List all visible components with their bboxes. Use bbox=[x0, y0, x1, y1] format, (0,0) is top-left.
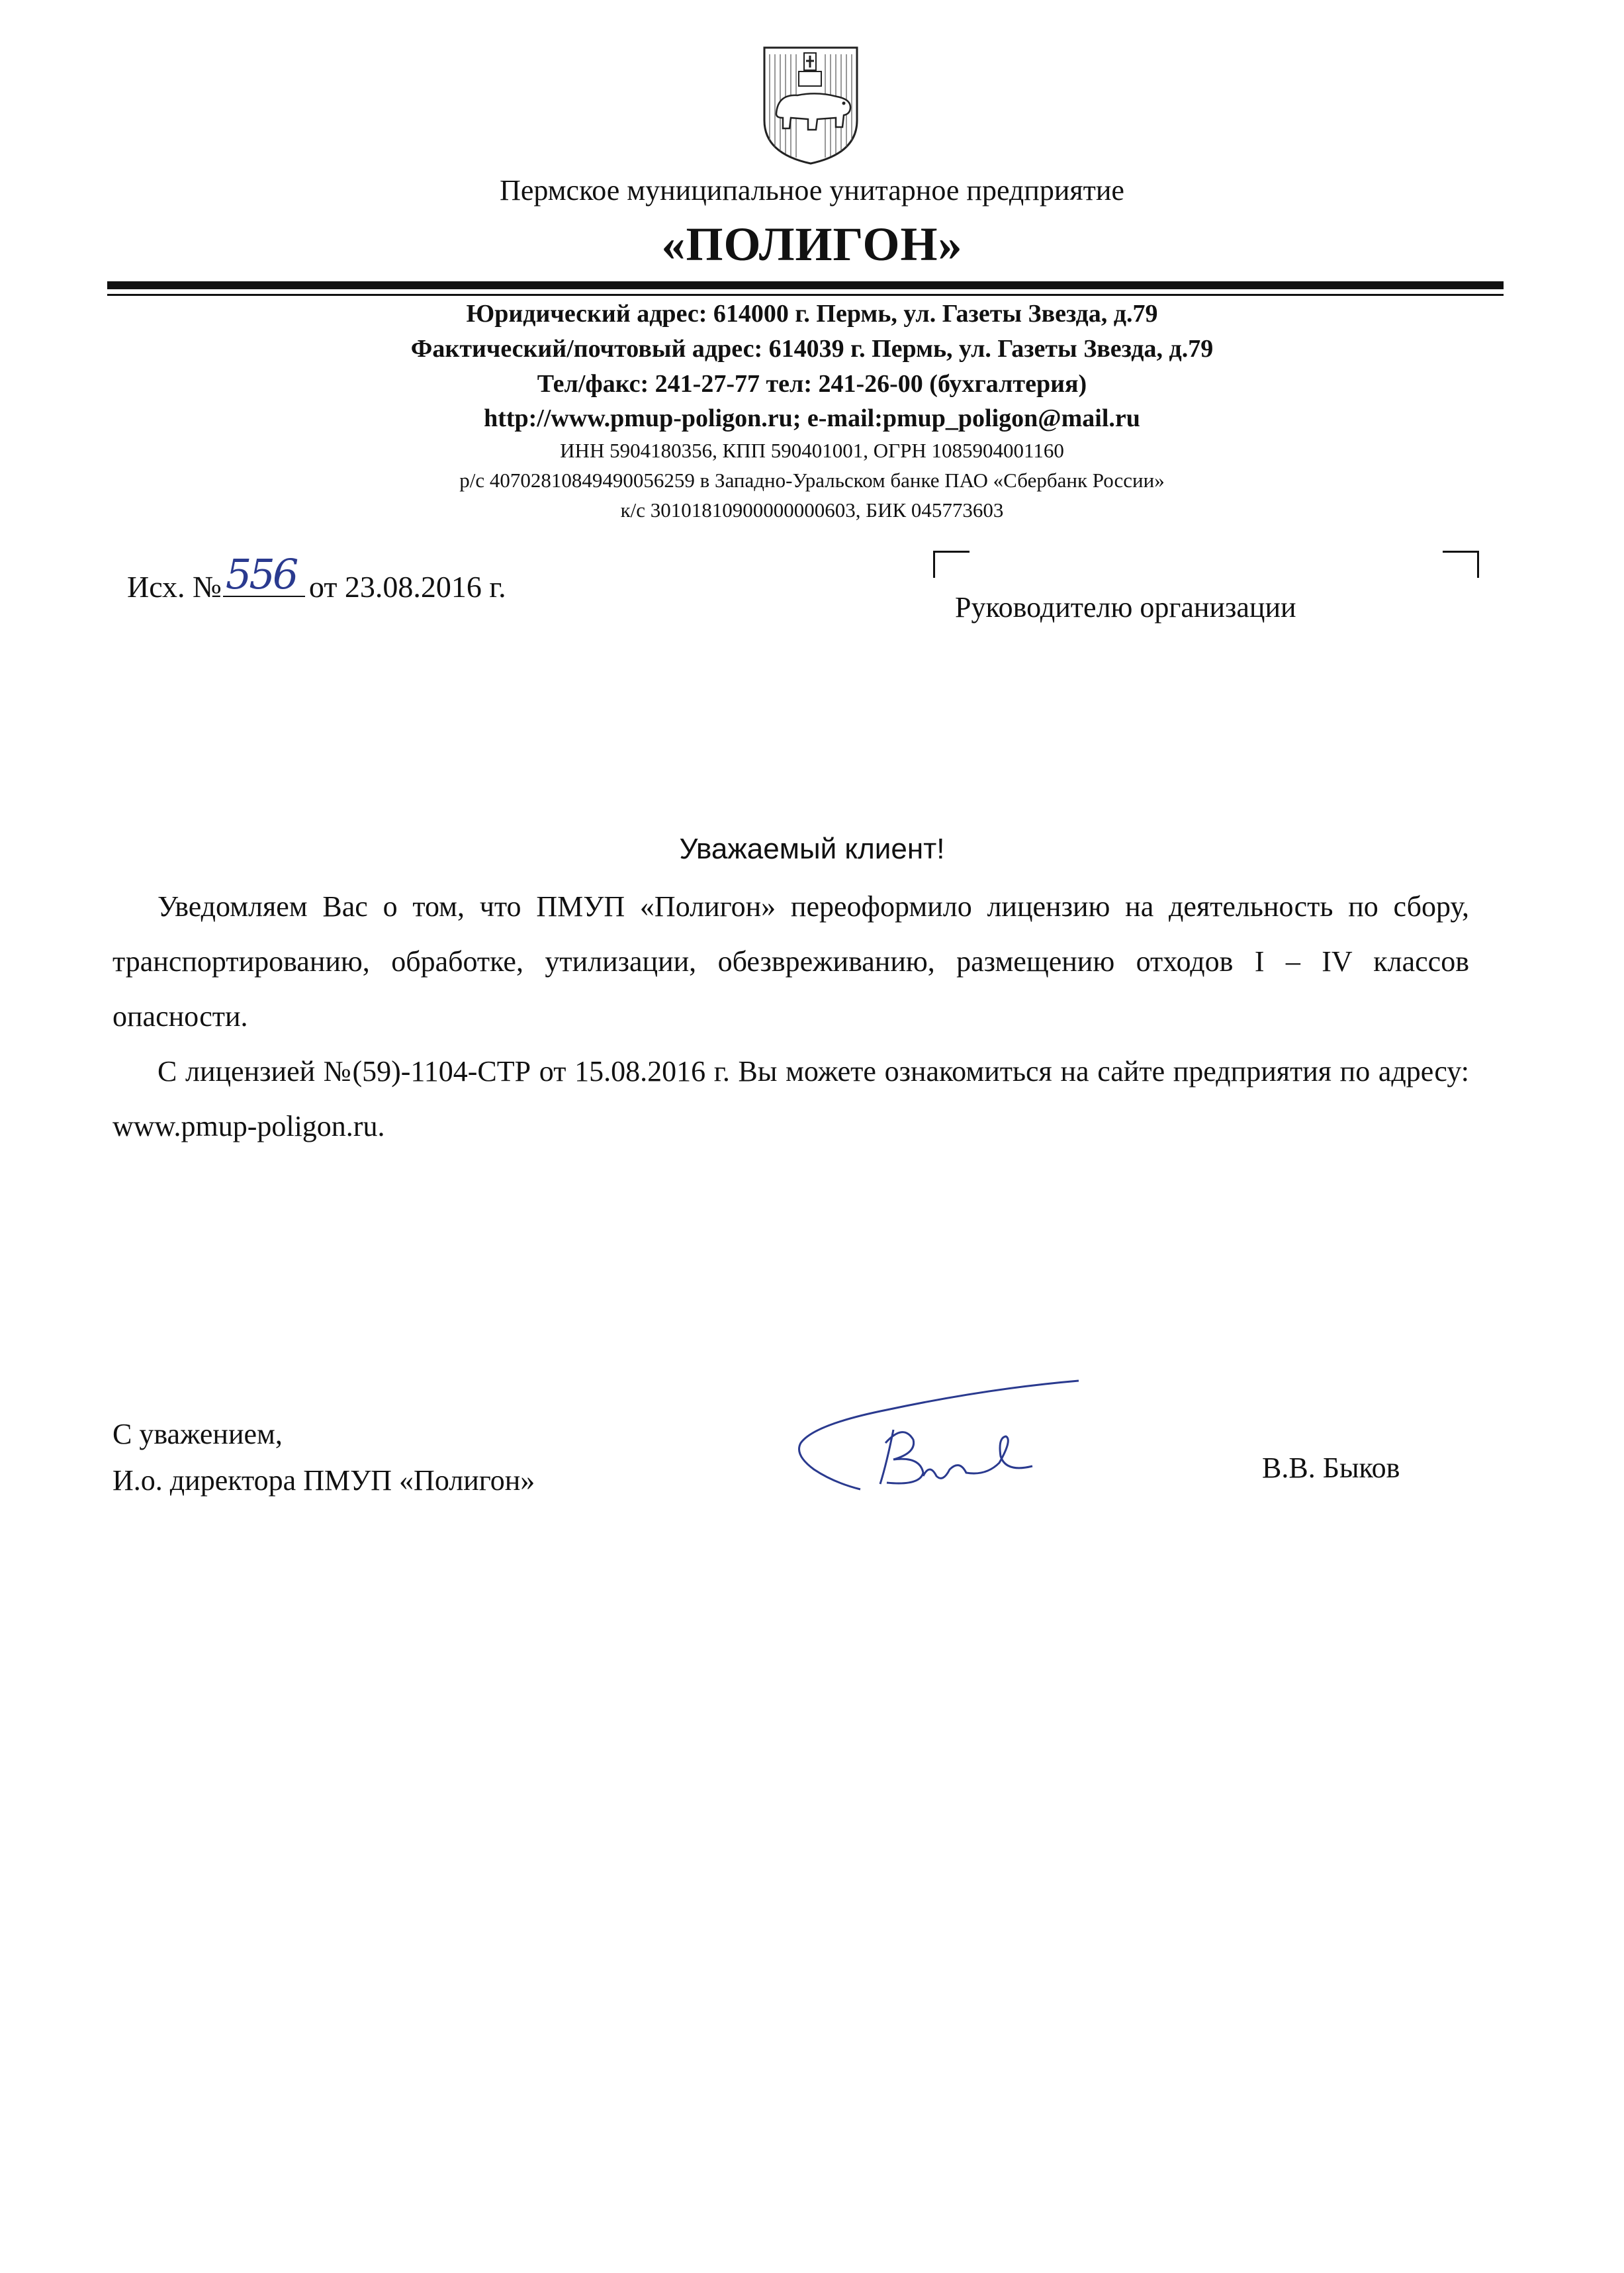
org-type: Пермское муниципальное унитарное предприятие bbox=[500, 174, 1124, 207]
signer-name: В.В. Быков bbox=[1262, 1452, 1400, 1484]
bank-account: р/с 40702810849490056259 в Западно-Уральском банке ПАО «Сбербанк России» bbox=[459, 469, 1165, 492]
outgoing-reference bbox=[127, 550, 506, 604]
header-rule-thick bbox=[107, 281, 1504, 289]
signature-block bbox=[113, 1411, 535, 1504]
recipient: Руководителю организации bbox=[955, 591, 1296, 624]
ref-number: 556 bbox=[225, 550, 296, 598]
closing-position: И.о. директора ПМУП «Полигон» bbox=[113, 1464, 535, 1497]
closing-regards: С уважением, bbox=[113, 1418, 283, 1450]
corr-account: к/с 30101810900000000603, БИК 045773603 bbox=[620, 498, 1004, 522]
greeting: Уважаемый клиент! bbox=[679, 833, 945, 865]
body-paragraph-1 bbox=[113, 879, 1469, 1044]
legal-address: Юридический адрес: 614000 г. Пермь, ул. Газеты Звезда, д.79 bbox=[466, 300, 1158, 328]
header-rule-thin bbox=[107, 294, 1504, 296]
postal-address: Фактический/почтовый адрес: 614039 г. Пермь, ул. Газеты Звезда, д.79 bbox=[410, 335, 1214, 363]
ref-date: от 23.08.2016 г. bbox=[308, 570, 506, 604]
perm-coat-of-arms-icon bbox=[751, 41, 870, 167]
org-name: «ПОЛИГОН» bbox=[661, 218, 963, 271]
address-corner-right bbox=[1443, 551, 1479, 578]
body-paragraph-2-text: С лицензией №(59)-1104-СТР от 15.08.2016 г. Вы можете ознакомиться на сайте предприятия по адресу: www.pmup-poligon.ru. bbox=[113, 1055, 1469, 1142]
body-paragraph-2 bbox=[113, 1044, 1469, 1154]
address-corner-left bbox=[933, 551, 970, 578]
ref-prefix: Исх. № bbox=[127, 570, 222, 604]
tax-ids: ИНН 5904180356, КПП 590401001, ОГРН 1085904001160 bbox=[560, 439, 1064, 462]
body-paragraph-1-text: Уведомляем Вас о том, что ПМУП «Полигон» переоформило лицензию на деятельность по сбору, транспортированию, обработке, утилизации, обезвреживанию, размещению отходов I – IV классов опасности. bbox=[113, 890, 1469, 1033]
handwritten-signature bbox=[788, 1377, 1092, 1503]
ref-number-field bbox=[223, 550, 305, 598]
phones: Тел/факс: 241-27-77 тел: 241-26-00 (бухгалтерия) bbox=[537, 370, 1087, 398]
web-email: http://www.pmup-poligon.ru; e-mail:pmup_poligon@mail.ru bbox=[484, 404, 1140, 432]
